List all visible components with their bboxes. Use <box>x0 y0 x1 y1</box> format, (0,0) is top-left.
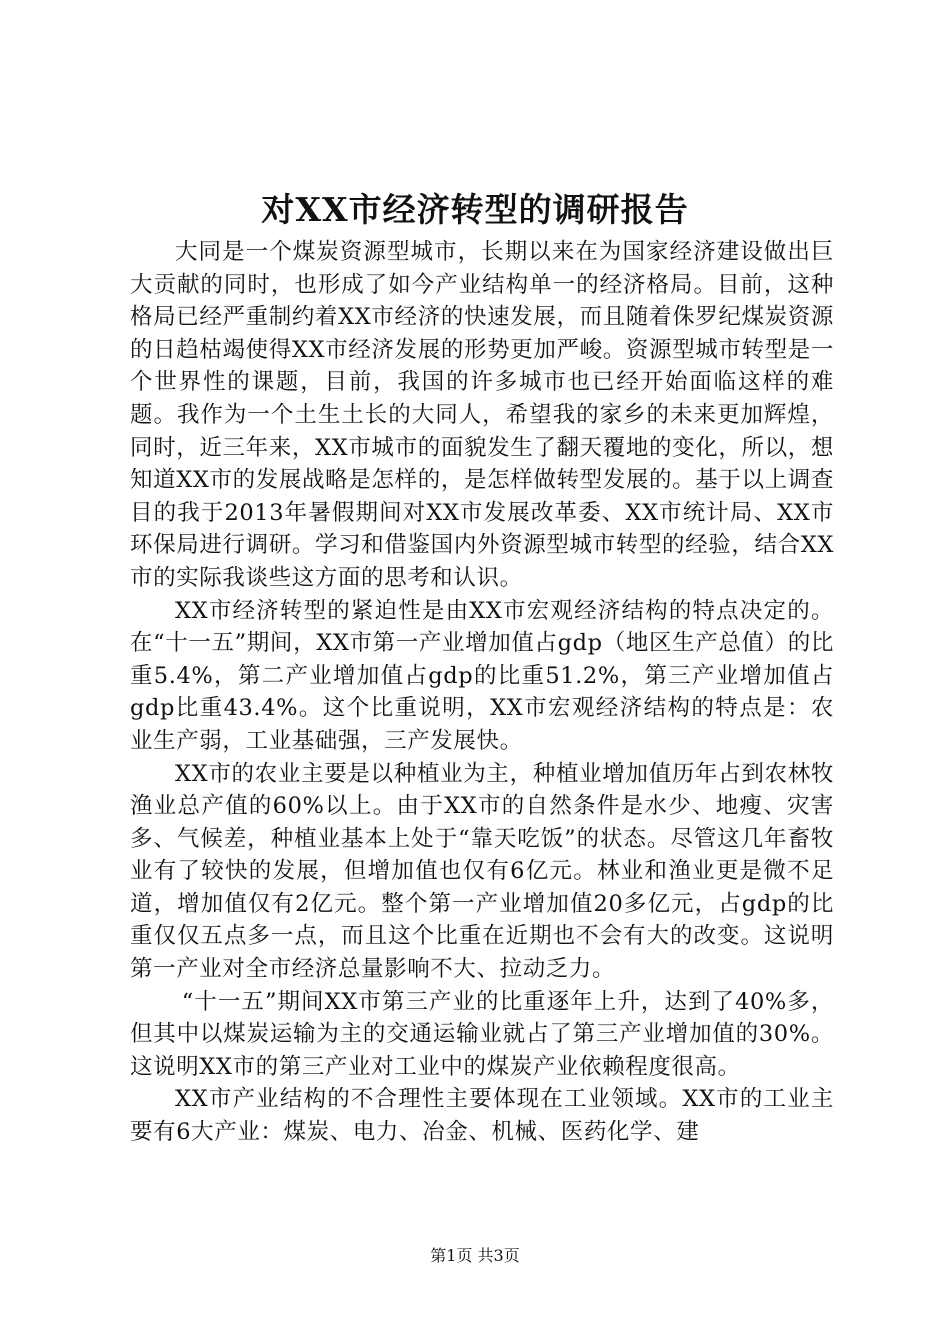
document-body <box>130 236 834 1149</box>
paragraph-intro: 大同是一个煤炭资源型城市，长期以来在为国家经济建设做出巨大贡献的同时，也形成了如今产业结构单一的经济格局。目前，这种格局已经严重制约着XX市经济的快速发展，而且随着侏罗纪煤炭资源的日趋枯竭使得XX市经济发展的形势更加严峻。资源型城市转型是一个世界性的课题，目前，我国的许多城市也已经开始面临这样的难题。我作为一个土生土长的大同人，希望我的家乡的未来更加辉煌，同时，近三年来，XX市城市的面貌发生了翻天覆地的变化，所以，想知道XX市的发展战略是怎样的，是怎样做转型发展的。基于以上调查目的我于2013年暑假期间对XX市发展改革委、XX市统计局、XX市环保局进行调研。学习和借鉴国内外资源型城市转型的经验，结合XX市的实际我谈些这方面的思考和认识。 <box>130 239 834 591</box>
document-title: 对XX市经济转型的调研报告 <box>261 190 689 229</box>
paragraph-urgency: XX市经济转型的紧迫性是由XX市宏观经济结构的特点决定的。在“十一五”期间，XX市第一产业增加值占gdp（地区生产总值）的比重5.4%，第二产业增加值占gdp的比重51.2%，第三产业增加值占gdp比重43.4%。这个比重说明，XX市宏观经济结构的特点是：农业生产弱，工业基础强，三产发展快。 <box>130 597 834 754</box>
page-footer: 第1页 共3页 <box>430 1246 520 1265</box>
paragraph-agriculture: XX市的农业主要是以种植业为主，种植业增加值历年占到农林牧渔业总产值的60%以上。由于XX市的自然条件是水少、地瘦、灾害多、气候差，种植业基本上处于“靠天吃饭”的状态。尽管这几年畜牧业有了较快的发展，但增加值也仅有6亿元。林业和渔业更是微不足道，增加值仅有2亿元。整个第一产业增加值20多亿元，占gdp的比重仅仅五点多一点，而且这个比重在近期也不会有大的改变。这说明第一产业对全市经济总量影响不大、拉动乏力。 <box>130 760 834 983</box>
paragraph-tertiary: “十一五”期间XX市第三产业的比重逐年上升，达到了40%多，但其中以煤炭运输为主的交通运输业就占了第三产业增加值的30%。这说明XX市的第三产业对工业中的煤炭产业依赖程度很高。 <box>130 988 834 1080</box>
paragraph-industry: XX市产业结构的不合理性主要体现在工业领域。XX市的工业主要有6大产业：煤炭、电力、冶金、机械、医药化学、建 <box>130 1086 834 1146</box>
